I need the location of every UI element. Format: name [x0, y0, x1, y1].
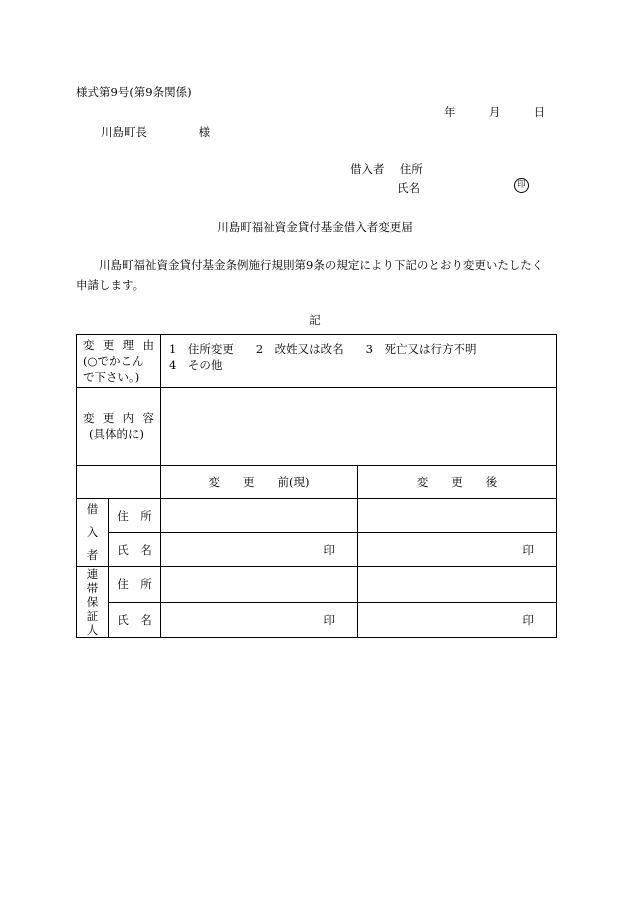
- guarantor-group-label: 連 帯 保 証 人: [77, 567, 109, 638]
- guarantor-address-before-field[interactable]: [161, 567, 358, 603]
- date-line: [444, 104, 545, 120]
- content-instruction: (具体的に): [89, 427, 144, 441]
- reason-instruction: (○でかこんで下さい。): [83, 354, 144, 384]
- borrower-address-before-field[interactable]: [161, 499, 358, 533]
- form-number: 様式第9号(第9条関係): [76, 85, 192, 99]
- borrower-name-before-field[interactable]: [161, 533, 358, 567]
- borrower-address-after-field[interactable]: [358, 499, 557, 533]
- seal-mark-after: 印: [522, 542, 534, 557]
- reason-option-death[interactable]: 3 死亡又は行方不明: [365, 342, 477, 356]
- before-header: 変 更 前(現): [161, 466, 358, 499]
- applicant-address-line: [350, 161, 423, 177]
- applicant-name-label: 氏名: [397, 181, 420, 195]
- borrower-address-row: [77, 499, 557, 533]
- header-blank-cell: [77, 466, 161, 499]
- borrower-name-after-field[interactable]: [358, 533, 557, 567]
- reason-option-other[interactable]: 4 その他: [169, 358, 223, 372]
- reason-option-name[interactable]: 2 改姓又は改名: [255, 342, 344, 356]
- reason-options-cell[interactable]: [161, 335, 557, 388]
- borrower-name-row: [77, 533, 557, 567]
- guarantor-name-after-field[interactable]: [358, 602, 557, 638]
- change-form-table: [76, 334, 557, 638]
- date-month-label: 月: [488, 105, 501, 119]
- date-day-label: 日: [533, 105, 546, 119]
- content-row: [77, 388, 557, 466]
- borrower-address-label: 住 所: [109, 499, 161, 533]
- guarantor-name-row: [77, 602, 557, 638]
- reason-option-address[interactable]: 1 住所変更: [169, 342, 234, 356]
- content-field[interactable]: [161, 388, 557, 466]
- seal-mark: 印: [514, 178, 529, 193]
- borrower-label: 借入者: [350, 162, 385, 176]
- content-label: 変 更 内 容: [83, 411, 155, 425]
- content-label-cell: [77, 388, 161, 466]
- reason-label-cell: [77, 335, 161, 388]
- body-text: 川島町福祉資金貸付基金条例施行規則第9条の規定により下記のとおり変更いたしたく申請します。: [76, 258, 544, 292]
- ki-heading: 記: [309, 313, 321, 327]
- addressee: [101, 124, 210, 140]
- guarantor-address-label: 住 所: [109, 567, 161, 603]
- borrower-name-label: 氏 名: [109, 533, 161, 567]
- guarantor-address-after-field[interactable]: [358, 567, 557, 603]
- guarantor-address-row: [77, 567, 557, 603]
- borrower-group-label: 借 入 者: [77, 499, 109, 567]
- column-header-row: [77, 466, 557, 499]
- reason-label: 変 更 理 由: [83, 338, 155, 352]
- after-header: 変 更 後: [358, 466, 557, 499]
- addressee-name: 川島町長: [101, 125, 147, 139]
- honorific: 様: [198, 125, 211, 139]
- guarantor-name-before-field[interactable]: [161, 602, 358, 638]
- seal-mark-before: 印: [323, 542, 336, 557]
- guarantor-name-label: 氏 名: [109, 602, 161, 638]
- reason-row: [77, 335, 557, 388]
- date-year-label: 年: [444, 105, 456, 119]
- applicant-address-label: 住所: [399, 162, 423, 176]
- document-title: 川島町福祉資金貸付基金借入者変更届: [217, 220, 413, 234]
- seal-mark-after: 印: [522, 612, 534, 627]
- seal-mark-before: 印: [323, 612, 336, 627]
